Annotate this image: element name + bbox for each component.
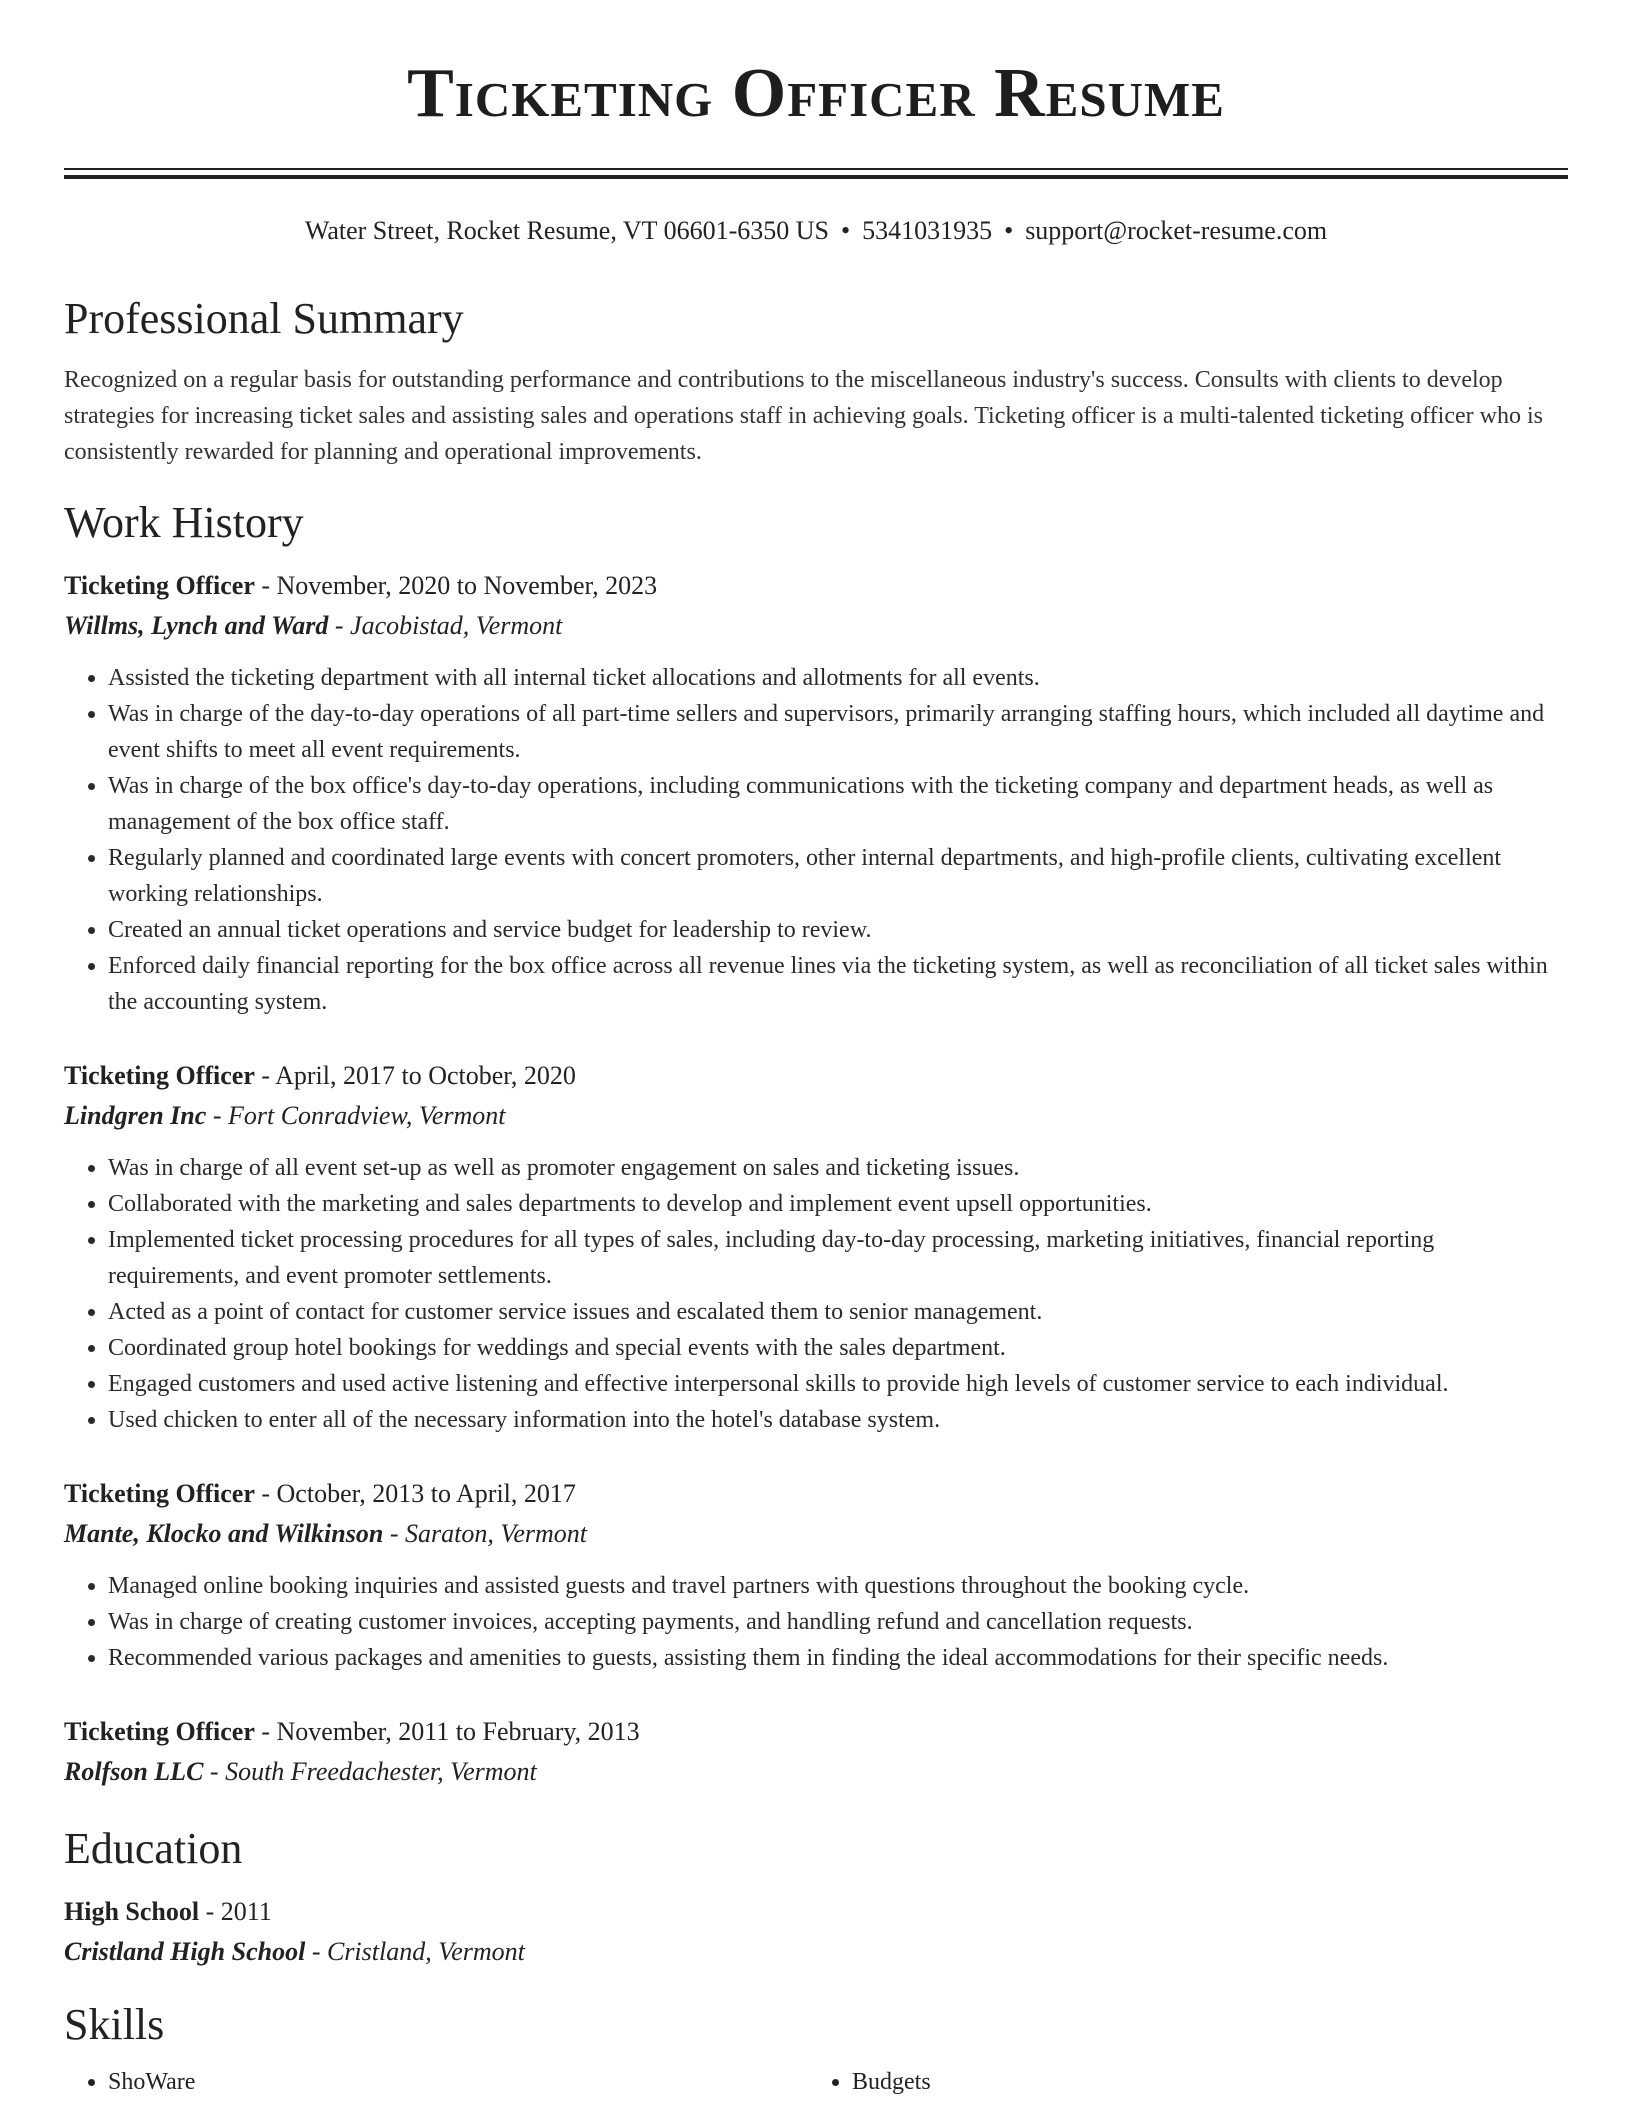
skill-item: • Budgets: [852, 2064, 1552, 2100]
job-title: Ticketing Officer: [64, 1061, 255, 1090]
employer-location: - Saraton, Vermont: [383, 1519, 587, 1548]
contact-separator: •: [1004, 216, 1014, 245]
job-title-line: [64, 566, 1568, 606]
degree: High School: [64, 1897, 200, 1926]
employer-location: - Jacobistad, Vermont: [328, 611, 563, 640]
job-duty: • Enforced daily financial reporting for the box office across all revenue lines via the ticketing system, as well as reconciliation of all ticket sales within the accounting system.: [108, 948, 1568, 1020]
graduation-year: - 2011: [199, 1897, 272, 1926]
job-duty: • Managed online booking inquiries and assisted guests and travel partners with questions throughout the booking cycle.: [108, 1568, 1568, 1604]
skill-item: • ShoWare: [108, 2064, 808, 2100]
job-dates: - October, 2013 to April, 2017: [254, 1479, 576, 1508]
employer-line: [64, 606, 1568, 646]
job-title: Ticketing Officer: [64, 571, 255, 600]
job-title-line: [64, 1056, 1568, 1096]
job-entry: [64, 1474, 1568, 1676]
title-rule-thick: [64, 175, 1568, 179]
summary-heading: Professional Summary: [64, 294, 464, 343]
job-duty: • Coordinated group hotel bookings for weddings and special events with the sales department.: [108, 1330, 1568, 1366]
job-dates: - April, 2017 to October, 2020: [254, 1061, 576, 1090]
skills-list: [64, 2064, 1568, 2100]
job-title-line: [64, 1474, 1568, 1514]
employer-name: Rolfson LLC: [64, 1757, 204, 1786]
school-name: Cristland High School: [64, 1937, 306, 1966]
job-dates: - November, 2011 to February, 2013: [254, 1717, 640, 1746]
contact-phone: 5341031935: [862, 216, 993, 245]
work-history-heading: Work History: [64, 498, 304, 547]
employer-line: [64, 1514, 1568, 1554]
job-duty: • Engaged customers and used active listening and effective interpersonal skills to provide high levels of customer service to each individual.: [108, 1366, 1568, 1402]
job-duty: • Created an annual ticket operations and service budget for leadership to review.: [108, 912, 1568, 948]
job-duty: • Was in charge of the box office's day-to-day operations, including communications with the ticketing company and department heads, as well as management of the box office staff.: [108, 768, 1568, 840]
job-duties: [64, 1150, 1568, 1438]
job-duty: • Was in charge of creating customer invoices, accepting payments, and handling refund and cancellation requests.: [108, 1604, 1568, 1640]
job-entry: [64, 566, 1568, 1020]
title-rule-thin: [64, 168, 1568, 170]
job-duties: [64, 660, 1568, 1020]
job-duty: • Collaborated with the marketing and sales departments to develop and implement event upsell opportunities.: [108, 1186, 1568, 1222]
job-duty: • Was in charge of the day-to-day operations of all part-time sellers and supervisors, primarily arranging staffing hours, which included all daytime and event shifts to meet all event requirements.: [108, 696, 1568, 768]
resume-title: Ticketing Officer Resume: [407, 55, 1225, 132]
contact-email: support@rocket-resume.com: [1025, 216, 1328, 245]
job-title-line: [64, 1712, 1568, 1752]
summary-text: Recognized on a regular basis for outstanding performance and contributions to the miscellaneous industry's success. Consults with clients to develop strategies for increasing ticket sales and assisting sales and operations staff in achieving goals. Ticketing officer is a multi-talented ticketing officer who is consistently rewarded for planning and operational improvements.: [64, 367, 1543, 465]
employer-line: [64, 1096, 1568, 1136]
degree-line: [64, 1892, 1568, 1932]
employer-location: - Fort Conradview, Vermont: [206, 1101, 506, 1130]
job-duty: • Acted as a point of contact for customer service issues and escalated them to senior management.: [108, 1294, 1568, 1330]
job-title: Ticketing Officer: [64, 1717, 255, 1746]
education-entry: [64, 1892, 1568, 1972]
job-entry: [64, 1712, 1568, 1792]
job-duties: [64, 1568, 1568, 1676]
job-duty: • Implemented ticket processing procedures for all types of sales, including day-to-day processing, marketing initiatives, financial reporting requirements, and event promoter settlements.: [108, 1222, 1568, 1294]
employer-name: Lindgren Inc: [64, 1101, 207, 1130]
job-duty: • Recommended various packages and amenities to guests, assisting them in finding the ideal accommodations for their specific needs.: [108, 1640, 1568, 1676]
contact-separator: •: [840, 216, 851, 245]
school-location: - Cristland, Vermont: [305, 1937, 525, 1966]
skills-column-right: [808, 2064, 1552, 2100]
contact-address: Water Street, Rocket Resume, VT 06601-6350 US: [304, 216, 829, 245]
skills-column-left: [64, 2064, 808, 2100]
job-duty: • Was in charge of all event set-up as well as promoter engagement on sales and ticketing issues.: [108, 1150, 1568, 1186]
job-dates: - November, 2020 to November, 2023: [254, 571, 658, 600]
employer-name: Willms, Lynch and Ward: [64, 611, 329, 640]
job-duty: • Assisted the ticketing department with all internal ticket allocations and allotments for all events.: [108, 660, 1568, 696]
job-entry: [64, 1056, 1568, 1438]
contact-line: [0, 213, 1632, 249]
job-title: Ticketing Officer: [64, 1479, 255, 1508]
job-duty: • Regularly planned and coordinated large events with concert promoters, other internal departments, and high-profile clients, cultivating excellent working relationships.: [108, 840, 1568, 912]
school-line: [64, 1932, 1568, 1972]
employer-line: [64, 1752, 1568, 1792]
employer-location: - South Freedachester, Vermont: [203, 1757, 537, 1786]
resume-content: [64, 290, 1568, 2100]
job-duty: • Used chicken to enter all of the necessary information into the hotel's database system.: [108, 1402, 1568, 1438]
employer-name: Mante, Klocko and Wilkinson: [64, 1519, 384, 1548]
skills-heading: Skills: [64, 2000, 165, 2049]
education-heading: Education: [64, 1824, 243, 1873]
